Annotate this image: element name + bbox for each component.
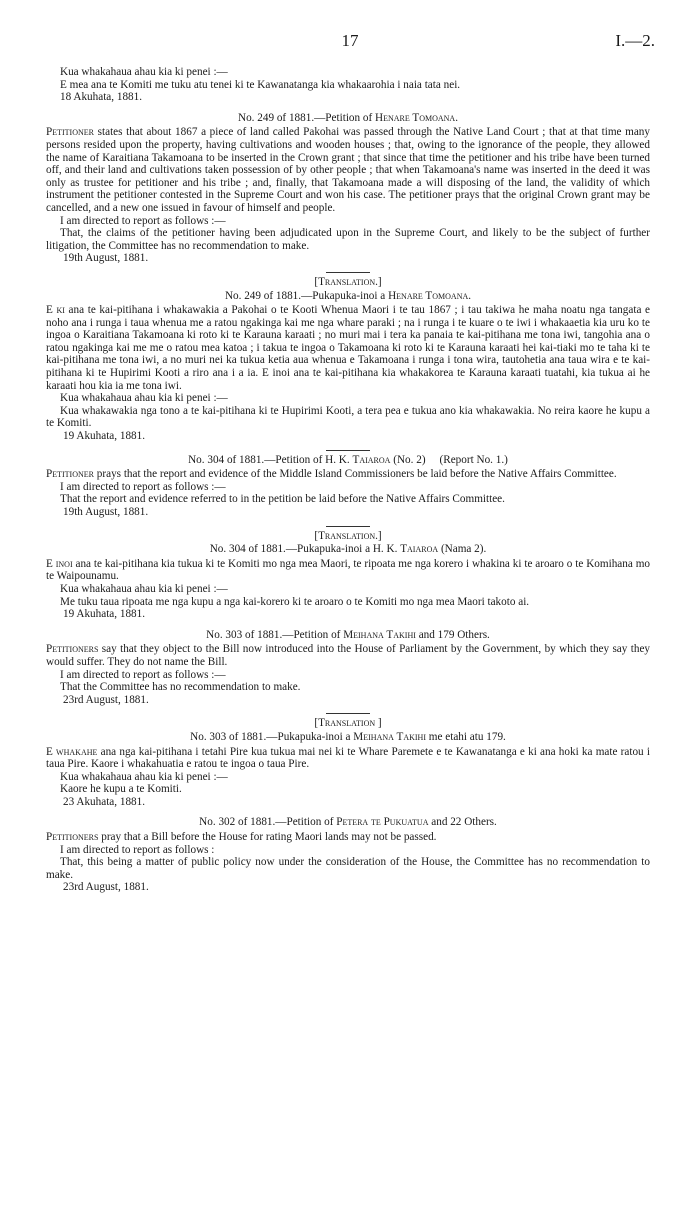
summary-text: pray that a Bill before the House for rating Maori lands may not be passed.	[98, 831, 437, 844]
section-divider	[326, 713, 370, 714]
committee-report: That the Committee has no recommendation to make.	[60, 681, 301, 694]
heading-suffix: (No. 2) (Report No. 1.)	[390, 453, 508, 466]
heading-suffix: and 179 Others.	[415, 628, 490, 641]
heading-suffix: me etahi atu 179.	[426, 730, 506, 743]
report-date: 19th August, 1881.	[63, 506, 149, 518]
page-content	[46, 66, 650, 894]
heading-suffix: (Nama 2).	[438, 543, 487, 556]
translation-report: Me tuku taua ripoata me nga kupu a nga kai-korero ki te aroaro o te Komiti mo nga mea Maori takoto ai.	[60, 595, 530, 608]
report-directive: I am directed to report as follows :	[60, 843, 215, 856]
heading-text: No. 303 of 1881.—Petition of	[206, 628, 344, 641]
translation-date: 19 Akuhata, 1881.	[63, 430, 146, 443]
petitioner-name: Taiaroa	[400, 543, 439, 556]
petitioner-name: Henare Tomoana	[375, 111, 456, 124]
lead-word: Petitioner	[46, 126, 94, 139]
translation-date: 23 Akuhata, 1881.	[63, 795, 146, 808]
section-divider	[326, 450, 370, 451]
section-divider	[326, 272, 370, 273]
translation-summary	[46, 746, 650, 771]
committee-report: That, this being a matter of public policy now under the consideration of the House, the Committee has no recommendation to make.	[46, 856, 650, 881]
petition-summary	[46, 643, 650, 668]
report-date: 23rd August, 1881.	[63, 693, 149, 706]
translation-heading	[46, 543, 650, 556]
petition-summary	[46, 468, 650, 481]
lead-word: E ki	[46, 304, 65, 317]
report-directive: I am directed to report as follows :—	[60, 668, 226, 681]
report-directive: I am directed to report as follows :—	[60, 214, 226, 227]
petition-summary	[46, 126, 650, 214]
opening-directive: Kua whakahaua ahau kia ki penei :—	[60, 66, 228, 78]
petition-303	[46, 629, 650, 809]
summary-text: prays that the report and evidence of the Middle Island Commissioners be laid before the Native Affairs Committee.	[94, 468, 617, 481]
lead-word: Petitioner	[46, 468, 94, 481]
petitioner-name: Taiaroa	[352, 453, 391, 466]
petition-304	[46, 454, 650, 621]
summary-text: ana nga kai-pitihana i tetahi Pire kua tukua mai nei ki te Whare Paremete e te Kawanatanga e ki ana hoki ka mate ratou i taua Pire. Kaore i whakahuatia e ratou te ingoa o taua Pire.	[46, 745, 650, 771]
report-directive: I am directed to report as follows :—	[60, 480, 226, 493]
summary-text: say that they object to the Bill now introduced into the House of Parliament by the Government, by which they say they would suffer. They do not name the Bill.	[46, 643, 650, 668]
page-number: 17	[341, 31, 359, 50]
translation-report: Kaore he kupu a te Komiti.	[60, 783, 182, 796]
petition-302	[46, 816, 650, 894]
opening-section	[46, 66, 650, 104]
summary-text: ana te kai-pitihana i whakawakia a Pakohai o te Kooti Whenua Maori i te tau 1867 ; i tau takiwa he maha noatu nga tangata e noho ana i runga i taua whenua me a ratou ngakinga kai me nga whare paraki ; na i runga i te kuare o te iwi i whakaaetia kia uru ko te ingoa o Karaitiana Takamoana ki roto ki te Karauna karaati ; no muri mai i tera ka panaia te kai-pitihana me tona iwi, tangohia ana o ratou ngakinga kai me me o ratou mea katoa ; i takua te ingoa o Takamoana ki roto ki te Karauna karaati hei kai-tiaki mo te taha ki te kai-pitihana me tona iwi, a no muri nei ka tukua ketia aua whenua e Takamoana i runga i tona wira, tautohetia ana taua wira e te kai-pitihana ki te Hupirimi Kooti a riro ana i a ia. E inoi ana te kai-pitihana kia whakakorea te Karauna karaati tuatahi, kia tukua ai he karaati hou kia ia me tona iwi.	[46, 304, 651, 392]
heading-text: No. 303 of 1881.—Pukapuka-inoi a	[190, 730, 354, 743]
translation-directive: Kua whakahaua ahau kia ki penei :—	[60, 582, 228, 595]
translation-date: 19 Akuhata, 1881.	[63, 608, 146, 621]
heading-suffix: .	[455, 111, 458, 124]
petition-heading	[46, 629, 650, 642]
heading-suffix: .	[468, 289, 472, 302]
committee-report: That, the claims of the petitioner having been adjudicated upon in the Supreme Court, and likely to be the subject of further litigation, the Committee has no recommendation to make.	[46, 227, 650, 252]
heading-text: No. 249 of 1881.—Pukapuka-inoi a	[224, 289, 389, 302]
heading-text: No. 304 of 1881.—Petition of H. K.	[188, 453, 353, 466]
translation-label: [Translation.]	[314, 529, 382, 542]
translation-label: [Translation ]	[314, 717, 382, 730]
report-date: 19th August, 1881.	[63, 252, 149, 265]
translation-directive: Kua whakahaua ahau kia ki penei :—	[60, 770, 228, 783]
translation-heading	[46, 731, 650, 744]
petitioner-name: Petera te Pukuatua	[336, 816, 429, 829]
petitioner-name: Meihana Takihi	[353, 730, 426, 743]
committee-report: That the report and evidence referred to in the petition be laid before the Native Affairs Committee.	[60, 493, 505, 506]
petitioner-name: Meihana Takihi	[343, 628, 416, 641]
translation-report: Kua whakawakia nga tono a te kai-pitihana ki te Hupirimi Kooti, a tera pea e tukua ano kia whakawakia. No reira kaore he kupu a te Komiti.	[46, 404, 650, 430]
petition-heading	[46, 454, 650, 467]
lead-word: E inoi	[46, 557, 73, 570]
translation-summary	[46, 558, 650, 583]
opening-report: E mea ana te Komiti me tuku atu tenei ki te Kawanatanga kia whakaarohia i naia tata nei.	[60, 78, 461, 91]
lead-word: Petitioners	[46, 643, 99, 656]
heading-text: No. 249 of 1881.—Petition of	[237, 111, 376, 124]
summary-text: ana te kai-pitihana kia tukua ki te Komiti mo nga mea Maori, te ripoata me nga korero i whakina ki te aroaro o te Komihana mo te Waipounamu.	[46, 557, 650, 583]
heading-text: No. 304 of 1881.—Pukapuka-inoi a H. K.	[209, 543, 401, 556]
document-reference: I.—2.	[615, 31, 655, 50]
translation-label: [Translation.]	[314, 275, 382, 288]
petition-summary	[46, 831, 650, 844]
report-date: 23rd August, 1881.	[63, 881, 149, 894]
petitioner-name: Henare Tomoana	[388, 289, 469, 302]
lead-word: E whakahe	[46, 745, 98, 758]
petition-heading	[46, 816, 650, 829]
translation-directive: Kua whakahaua ahau kia ki penei :—	[60, 392, 228, 405]
translation-summary	[46, 304, 650, 392]
translation-heading	[46, 290, 650, 303]
opening-date: 18 Akuhata, 1881.	[60, 91, 143, 104]
heading-suffix: and 22 Others.	[428, 816, 497, 829]
petition-249	[46, 112, 650, 451]
section-divider	[326, 526, 370, 527]
lead-word: Petitioners	[46, 831, 99, 844]
petition-heading	[46, 112, 650, 125]
summary-text: states that about 1867 a piece of land called Pakohai was passed through the Native Land Court ; that at that time many persons resided upon the property, having cultivations and wooden houses ; that, owing to the ignorance of the people, they allowed the name of Karaitiana Takamoana to be inserted in the Crown grant ; that since that time the petitioner and his tribe have been turned off, and their land and cultivations taken possession of by other people ; that when Takamoana's name was inserted in the deed it was only as trustee for petitioner and his tribe ; and, finally, that Takamoana made a will disposing of the land, the validity of which instrument the petitioner contested in the Supreme Court and won his case. The petitioner prays that the original Crown grant may be cancelled, and a new one issued in favour of himself and people.	[46, 126, 650, 214]
heading-text: No. 302 of 1881.—Petition of	[199, 816, 337, 829]
